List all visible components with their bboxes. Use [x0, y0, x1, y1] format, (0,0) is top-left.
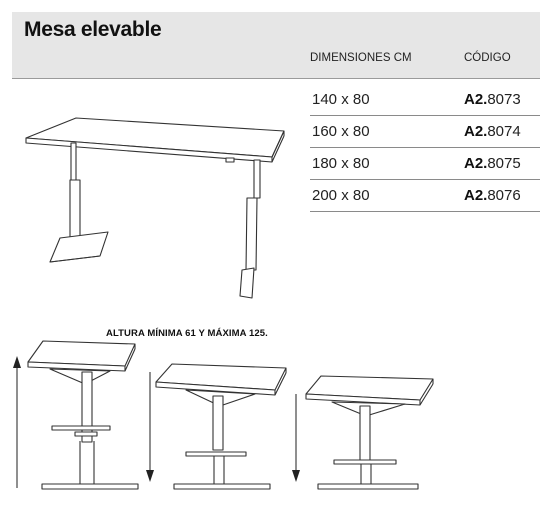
desk-max-height	[28, 341, 138, 489]
code-prefix: A2.	[464, 155, 488, 172]
code-prefix: A2.	[464, 123, 488, 140]
page-title: Mesa elevable	[24, 18, 162, 41]
desk-min-height	[306, 376, 433, 489]
dimensions-cell: 140 x 80	[312, 91, 370, 108]
code-column-header: CÓDIGO	[464, 52, 511, 64]
code-number: 8074	[487, 123, 521, 140]
code-number: 8076	[487, 187, 521, 204]
dimensions-cell: 180 x 80	[312, 155, 370, 172]
height-arrow-min	[292, 394, 300, 482]
height-range-note: ALTURA MÍNIMA 61 Y MÁXIMA 125.	[106, 328, 268, 339]
code-prefix: A2.	[464, 187, 488, 204]
height-arrow-max	[13, 356, 21, 488]
height-arrow-mid	[146, 372, 154, 482]
code-number: 8075	[487, 155, 521, 172]
main-desk-drawing	[26, 118, 284, 298]
code-prefix: A2.	[464, 91, 488, 108]
dimensions-column-header: DIMENSIONES CM	[310, 52, 412, 64]
dimensions-cell: 200 x 80	[312, 187, 370, 204]
desk-mid-height	[156, 364, 286, 489]
dimensions-cell: 160 x 80	[312, 123, 370, 140]
code-number: 8073	[487, 91, 521, 108]
